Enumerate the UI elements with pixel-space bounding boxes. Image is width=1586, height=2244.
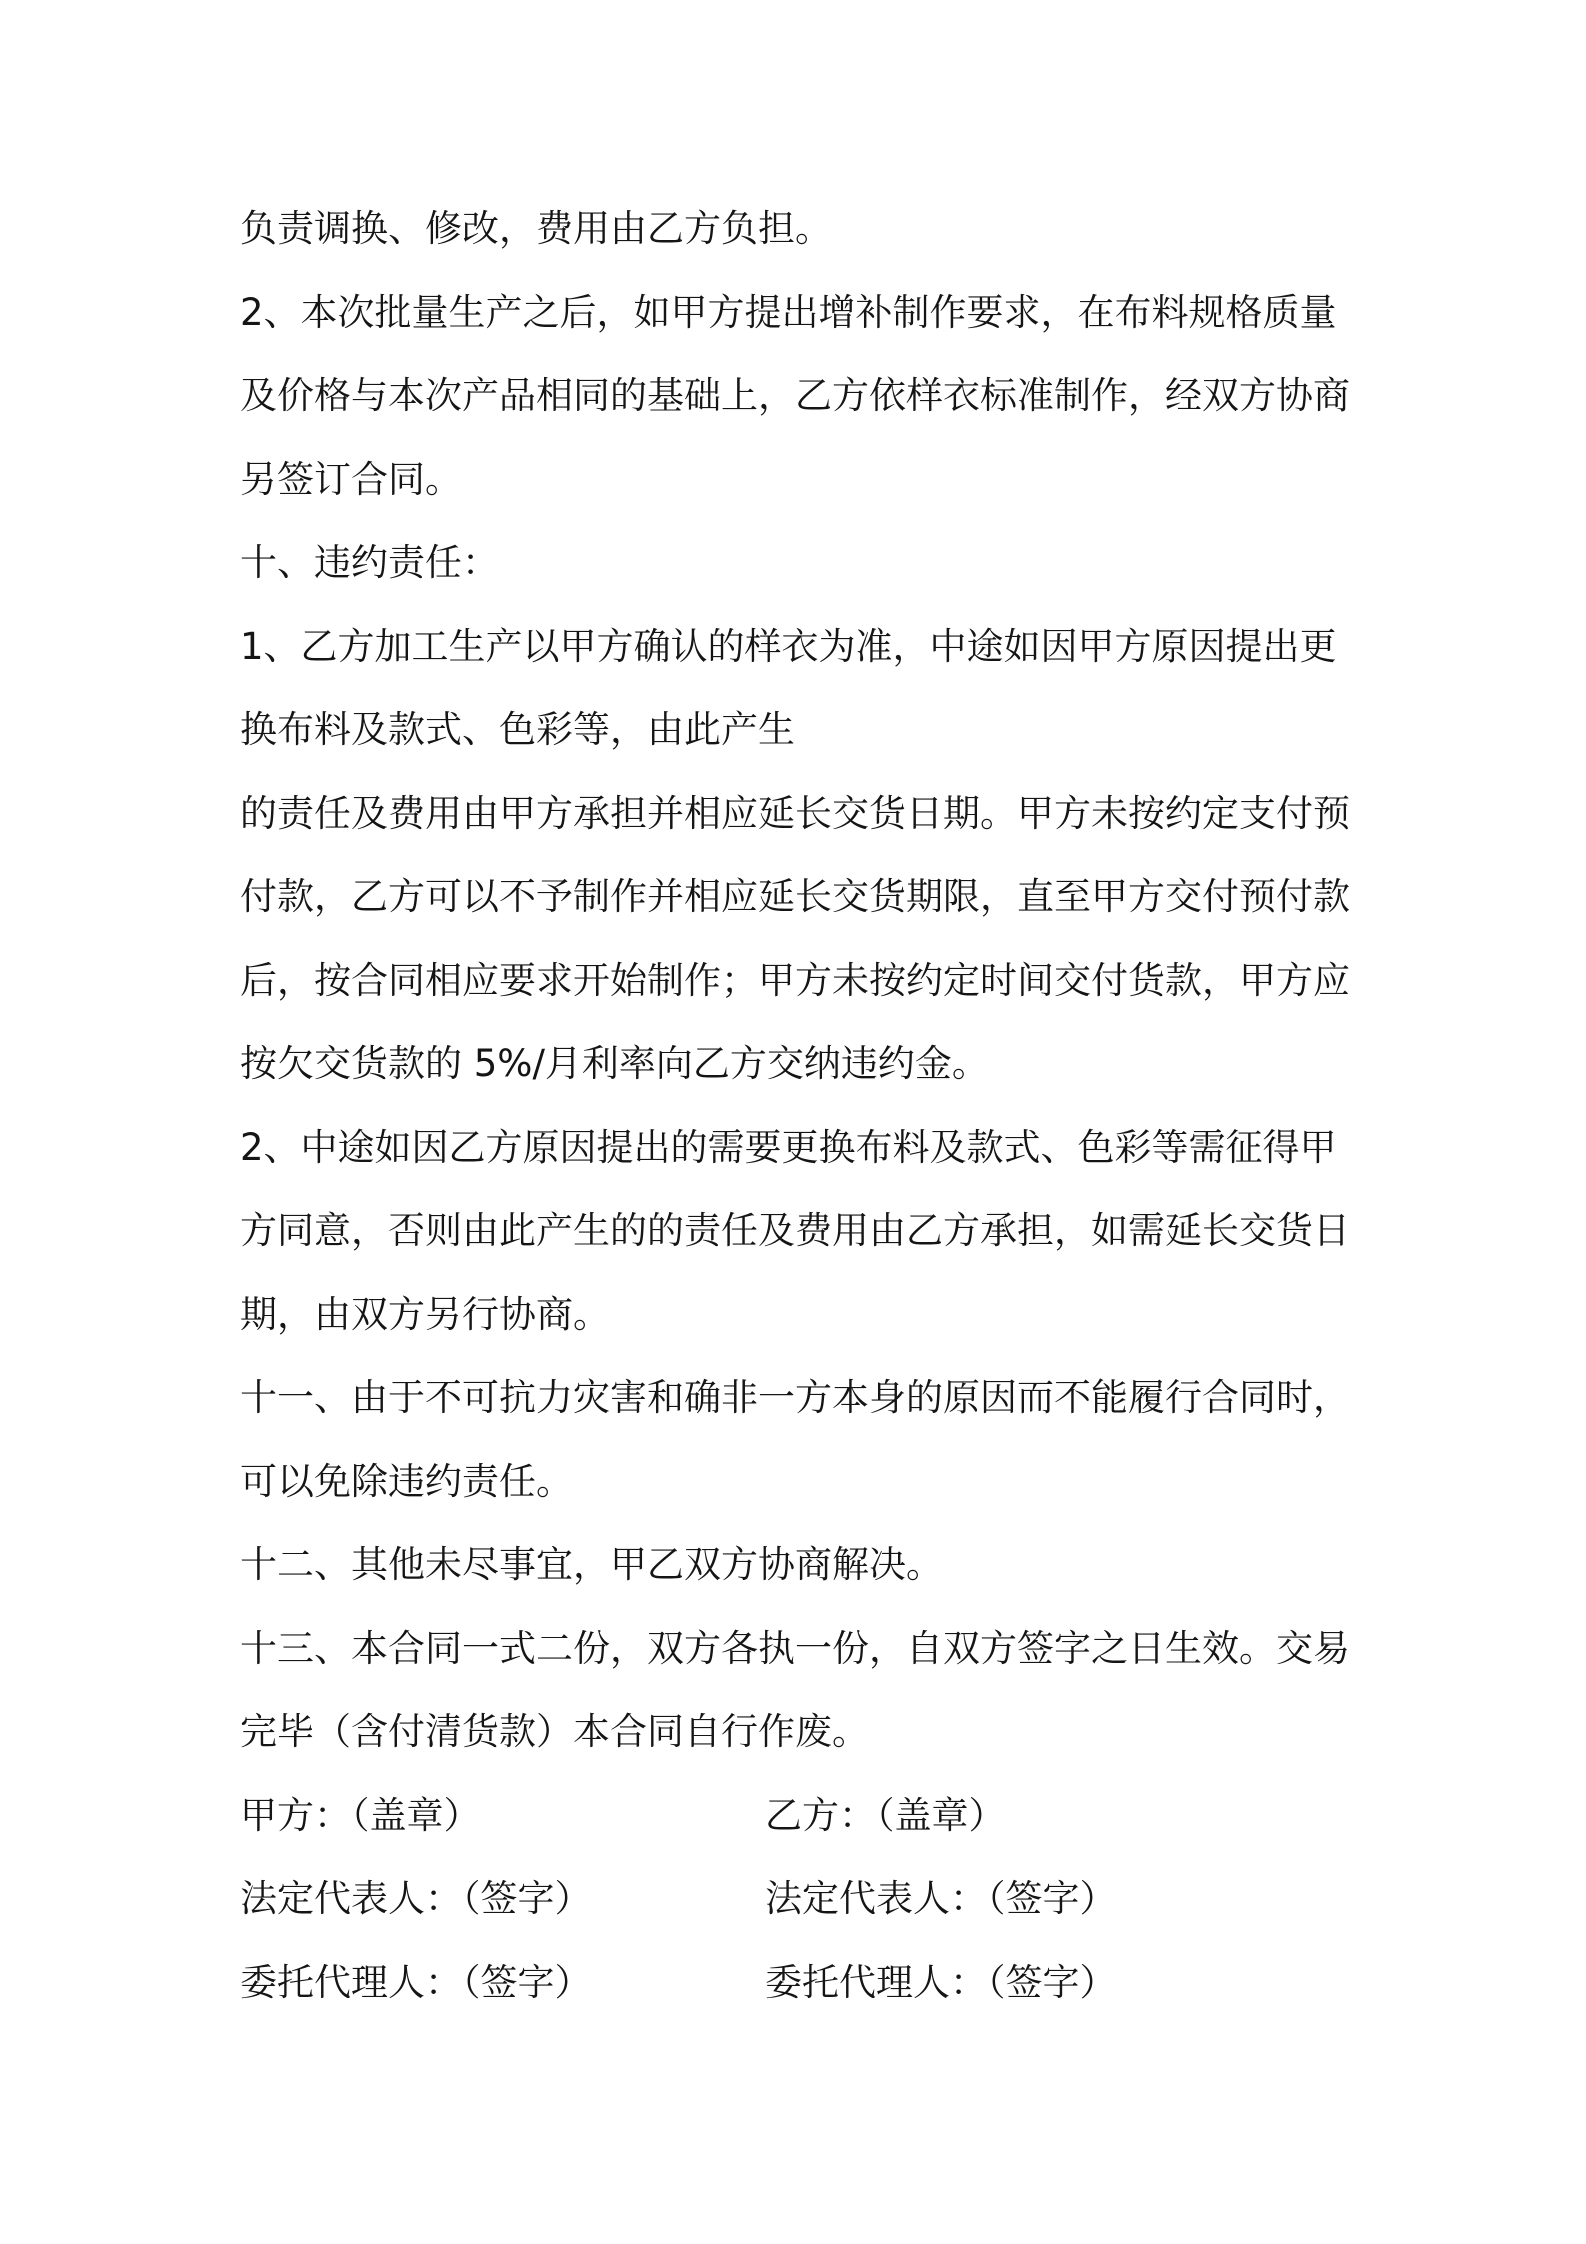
text-line: 负责调换、修改，费用由乙方负担。 bbox=[240, 207, 832, 250]
contract-body bbox=[240, 198, 1370, 2035]
text-line: 2、中途如因乙方原因提出的需要更换布料及款式、色彩等需征得甲 bbox=[240, 1125, 1337, 1169]
party-b-seal: 乙方：（盖章） bbox=[765, 1793, 1006, 1837]
signature-row-agent bbox=[240, 1952, 1370, 2036]
clause-other-matters: 十二、其他未尽事宜，甲乙双方协商解决。 bbox=[240, 1543, 943, 1586]
clause-force-majeure: 十一、由于不可抗力灾害和确非一方本身的原因而不能履行合同时， bbox=[240, 1376, 1350, 1419]
party-a-seal: 甲方：（盖章） bbox=[240, 1793, 481, 1837]
signature-row-legal-rep bbox=[240, 1868, 1370, 1952]
party-a-legal-rep: 法定代表人：（签字） bbox=[240, 1877, 592, 1920]
party-b-legal-rep: 法定代表人：（签字） bbox=[765, 1877, 1117, 1920]
text-line: 按欠交货款的 5%/月利率向乙方交纳违约金。 bbox=[240, 1042, 989, 1085]
text-line: 的责任及费用由甲方承担并相应延长交货日期。甲方未按约定支付预 bbox=[240, 791, 1350, 835]
party-a-agent: 委托代理人：（签字） bbox=[240, 1960, 592, 2004]
text-line: 后，按合同相应要求开始制作；甲方未按约定时间交付货款，甲方应 bbox=[240, 958, 1350, 1002]
signature-row-seal bbox=[240, 1785, 1370, 1869]
text-line: 完毕（含付清货款）本合同自行作废。 bbox=[240, 1710, 869, 1753]
text-line: 付款，乙方可以不予制作并相应延长交货期限，直至甲方交付预付款 bbox=[240, 875, 1350, 918]
text-line: 另签订合同。 bbox=[240, 457, 462, 501]
text-line: 可以免除违约责任。 bbox=[240, 1459, 573, 1503]
party-b-agent: 委托代理人：（签字） bbox=[765, 1960, 1117, 2004]
text-line: 期，由双方另行协商。 bbox=[240, 1292, 610, 1336]
clause-copies: 十三、本合同一式二份，双方各执一份，自双方签字之日生效。交易 bbox=[240, 1626, 1350, 1670]
text-line: 方同意，否则由此产生的的责任及费用由乙方承担，如需延长交货日 bbox=[240, 1209, 1350, 1252]
section-heading-breach: 十、违约责任： bbox=[240, 541, 499, 584]
text-line: 1、乙方加工生产以甲方确认的样衣为准，中途如因甲方原因提出更 bbox=[240, 624, 1337, 668]
text-line: 及价格与本次产品相同的基础上，乙方依样衣标准制作，经双方协商 bbox=[240, 374, 1350, 417]
text-line: 2、本次批量生产之后，如甲方提出增补制作要求，在布料规格质量 bbox=[240, 290, 1337, 334]
text-line: 换布料及款式、色彩等，由此产生 bbox=[240, 708, 795, 751]
